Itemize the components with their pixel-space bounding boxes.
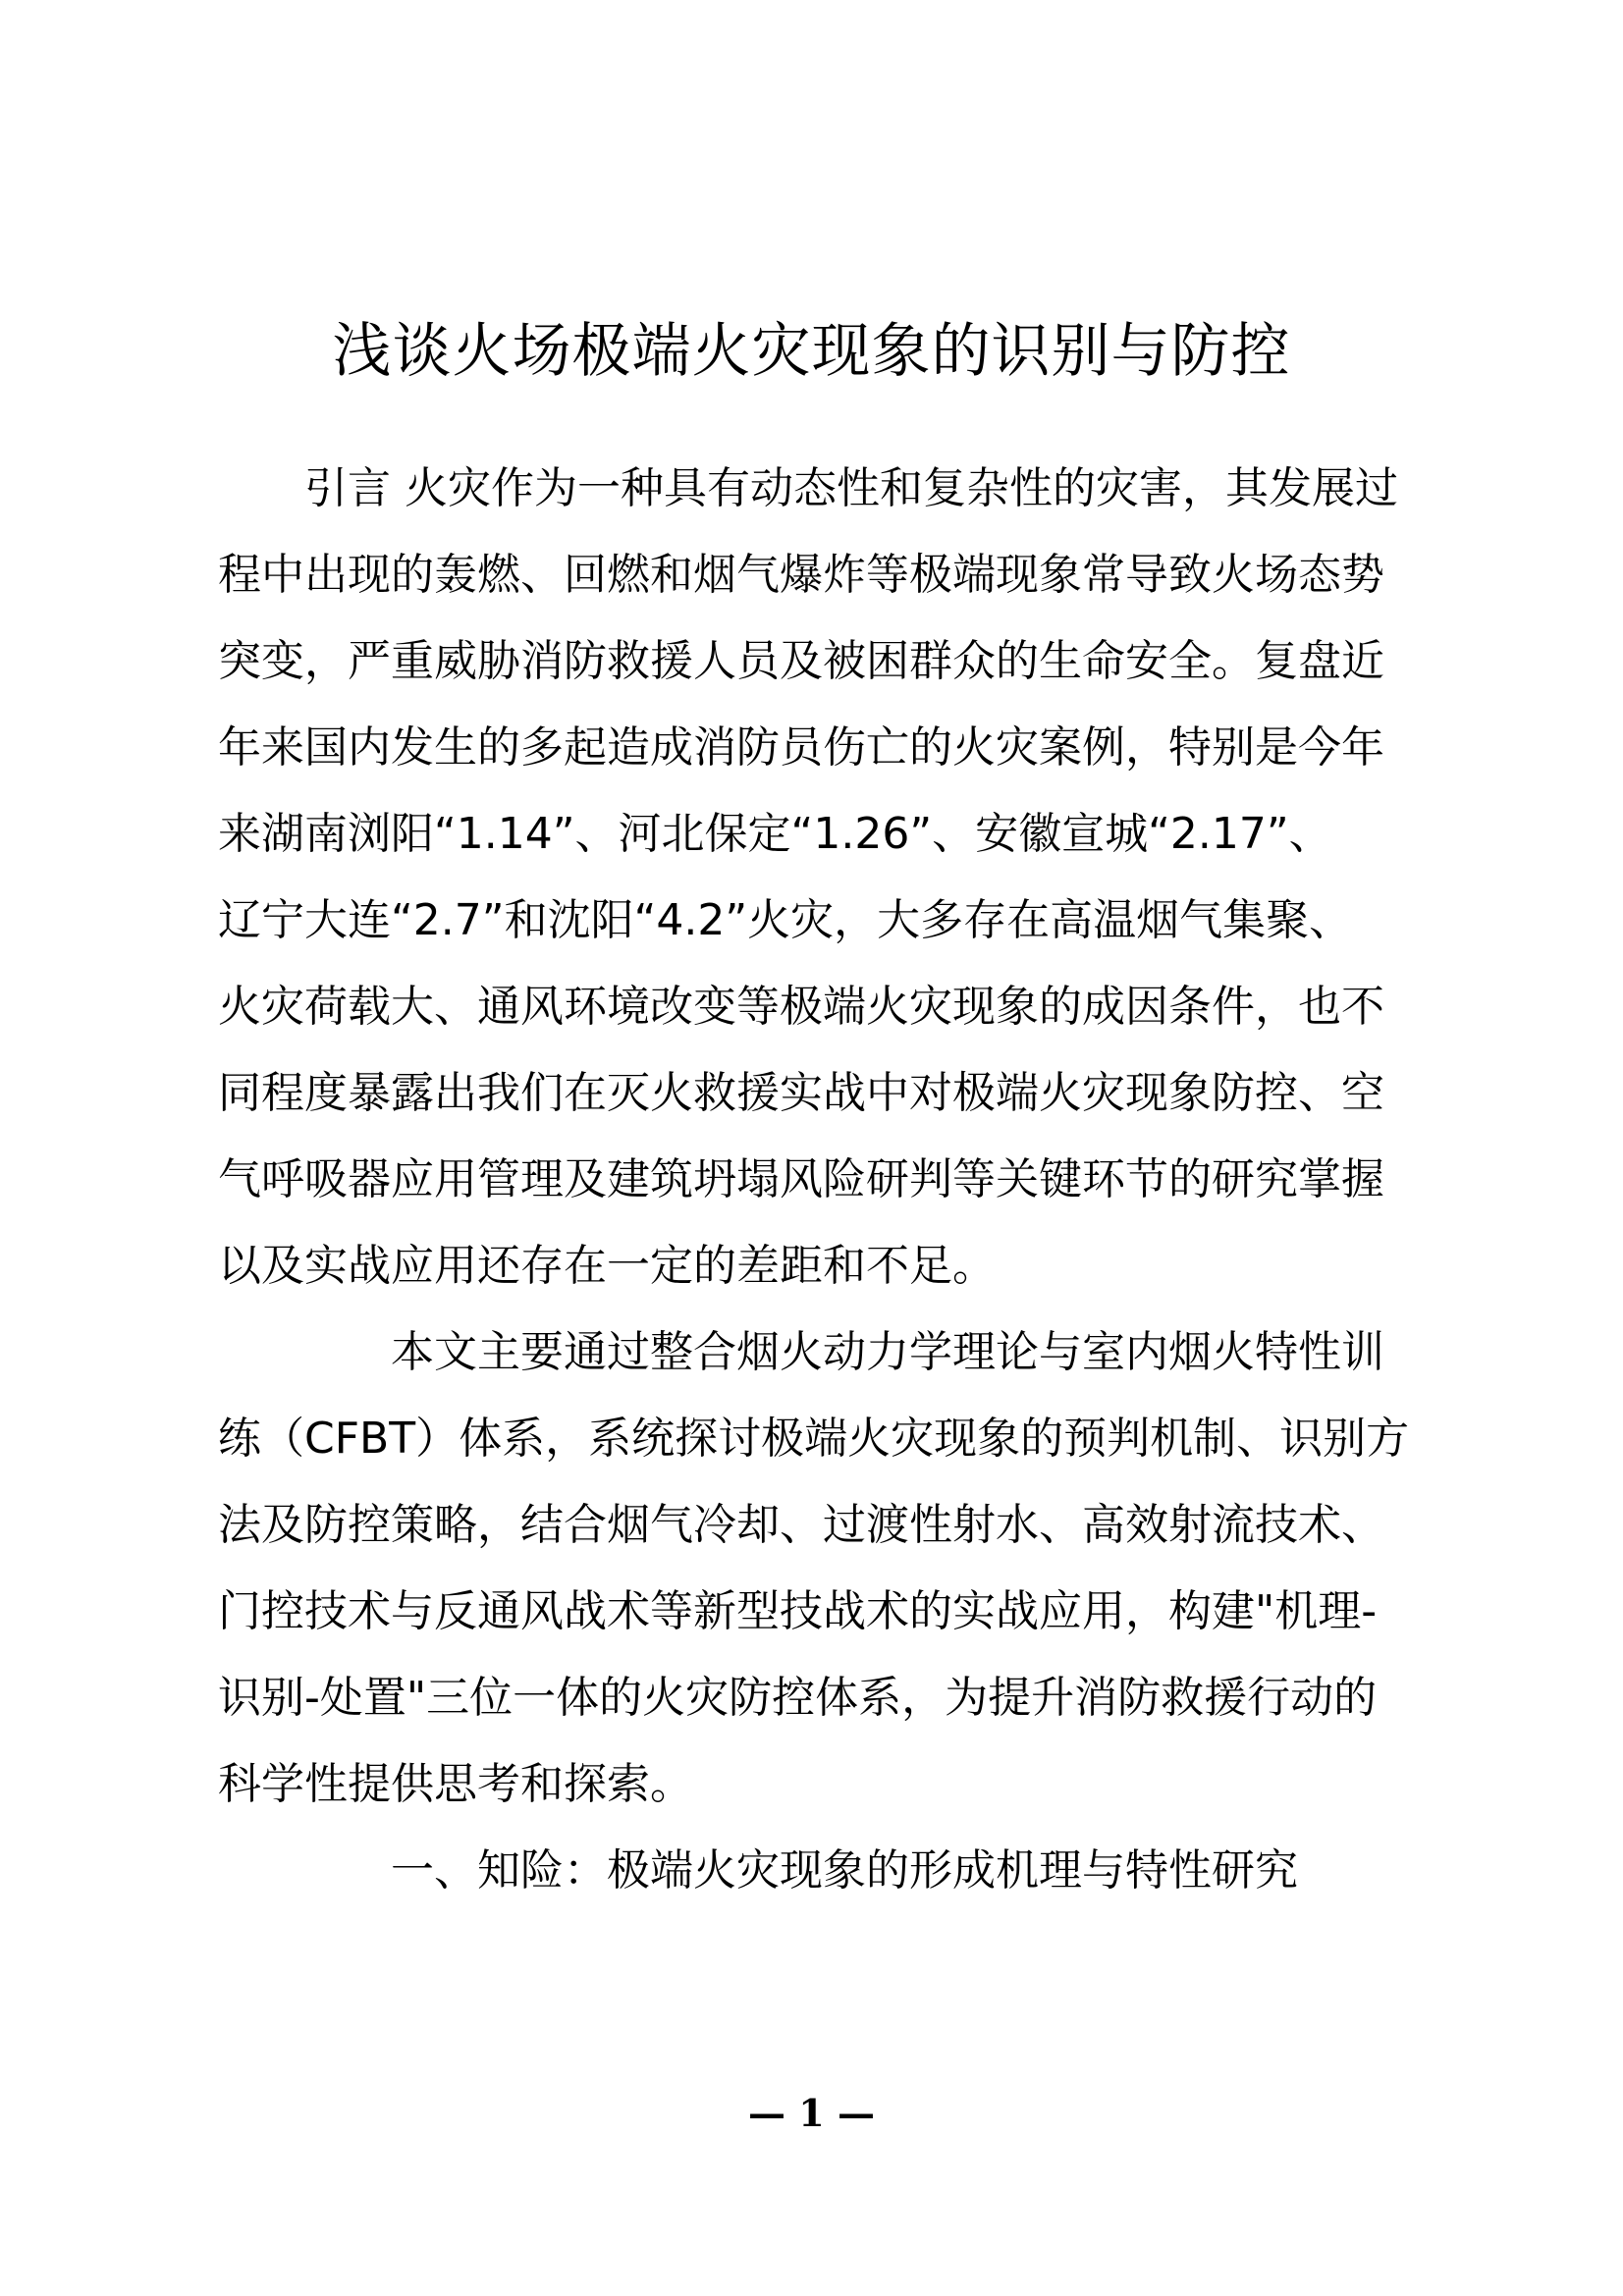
paragraph-line: 本文主要通过整合烟火动力学理论与室内烟火特性训 — [391, 1327, 1384, 1377]
document-title: 浅谈火场极端火灾现象的识别与防控 — [332, 317, 1291, 386]
paragraph-line: 同程度暴露出我们在灭火救援实战中对极端火灾现象防控、空 — [218, 1068, 1384, 1118]
paragraph-line: 气呼吸器应用管理及建筑坍塌风险研判等关键环节的研究掌握 — [218, 1154, 1384, 1204]
paragraph-line: 法及防控策略，结合烟气冷却、过渡性射水、高效射流技术、 — [218, 1500, 1384, 1550]
page-number: — 1 — — [748, 2091, 875, 2135]
paragraph-line: 以及实战应用还存在一定的差距和不足。 — [218, 1241, 996, 1291]
paragraph-line: 年来国内发生的多起造成消防员伤亡的火灾案例，特别是今年 — [218, 722, 1384, 773]
paragraph-line: 辽宁大连“2.7”和沈阳“4.2”火灾，大多存在高温烟气集聚、 — [218, 895, 1353, 945]
paragraph-line: 突变，严重威胁消防救援人员及被困群众的生命安全。复盘近 — [218, 636, 1384, 686]
paragraph-line: 科学性提供思考和探索。 — [218, 1759, 693, 1809]
paragraph-line: 识别-处置"三位一体的火灾防控体系，为提升消防救援行动的 — [218, 1673, 1378, 1723]
paragraph-line: 来湖南浏阳“1.14”、河北保定“1.26”、安徽宣城“2.17”、 — [218, 809, 1332, 859]
paragraph-line: 门控技术与反通风战术等新型技战术的实战应用，构建"机理- — [218, 1586, 1378, 1636]
paragraph-line: 火灾荷载大、通风环境改变等极端火灾现象的成因条件，也不 — [218, 982, 1384, 1032]
paragraph-line: 程中出现的轰燃、回燃和烟气爆炸等极端现象常导致火场态势 — [218, 550, 1384, 600]
section-heading: 一、知险：极端火灾现象的形成机理与特性研究 — [391, 1845, 1298, 1896]
paragraph-line: 引言 火灾作为一种具有动态性和复杂性的灾害，其发展过 — [304, 463, 1398, 513]
paragraph-line: 练（CFBT）体系，系统探讨极端火灾现象的预判机制、识别方 — [218, 1414, 1410, 1464]
